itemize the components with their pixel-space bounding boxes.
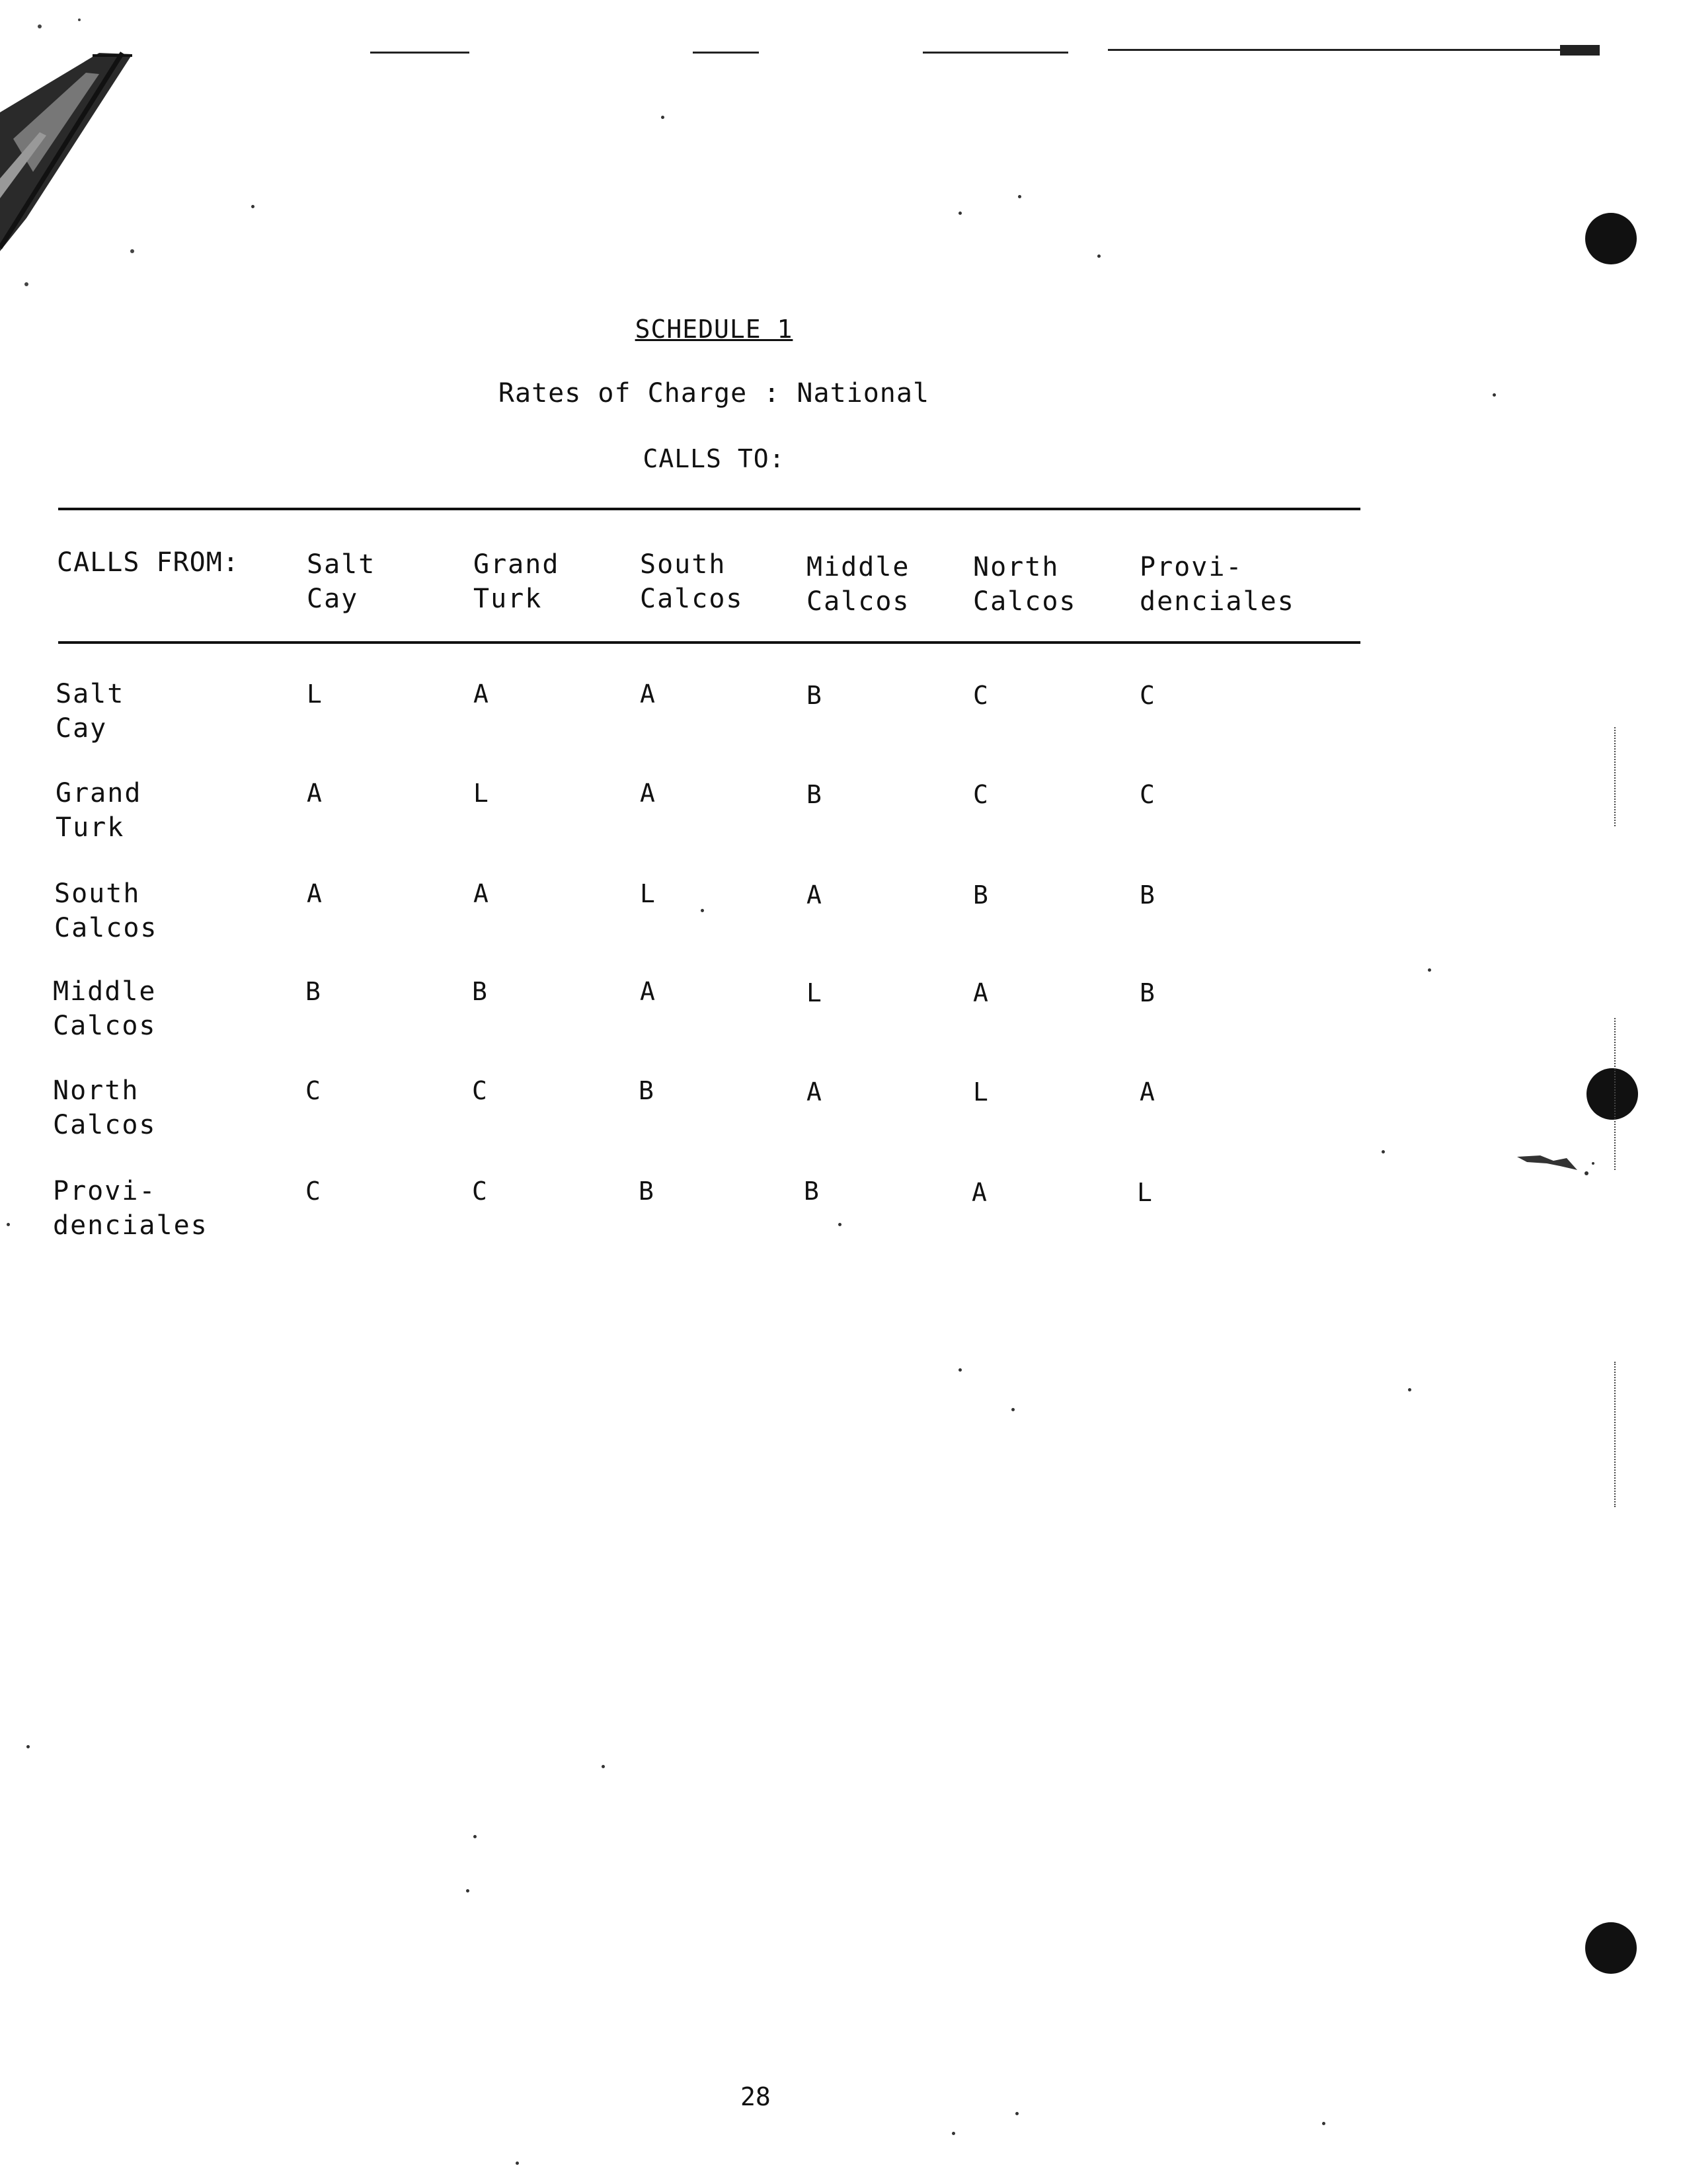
page-number: 28: [740, 2082, 771, 2111]
column-header-middle-calcos: Middle Calcos: [806, 552, 910, 617]
speck: [473, 1835, 477, 1838]
speck: [1408, 1388, 1411, 1391]
table-cell: A: [473, 680, 489, 709]
column-header-providenciales: Provi- denciales: [1140, 552, 1295, 617]
table-cell: C: [305, 1177, 321, 1206]
table-cell: L: [1137, 1178, 1152, 1207]
table-top-rule: [58, 508, 1360, 510]
table-cell: A: [307, 879, 322, 908]
schedule-title: SCHEDULE 1: [635, 315, 793, 344]
table-cell: A: [640, 680, 655, 709]
scan-artifact-line-3: [1614, 1362, 1616, 1507]
speck: [1322, 2122, 1325, 2125]
column-header-grand-turk: Grand Turk: [473, 549, 560, 614]
table-cell: A: [806, 880, 822, 910]
table-cell: C: [973, 780, 988, 809]
table-cell: C: [1140, 780, 1155, 809]
document-subtitle: Rates of Charge : National: [498, 378, 930, 409]
speck: [7, 1223, 10, 1226]
speck: [1382, 1150, 1385, 1153]
row-label-south-calcos: South Calcos: [54, 878, 158, 943]
punch-hole-top: [1585, 213, 1637, 264]
table-cell: A: [806, 1077, 822, 1107]
table-cell: L: [973, 1077, 988, 1107]
table-cell: B: [806, 681, 822, 710]
table-cell: A: [1140, 1077, 1155, 1107]
speck: [838, 1223, 842, 1226]
table-cell: A: [473, 879, 489, 908]
table-cell: B: [806, 780, 822, 809]
speck: [1018, 195, 1021, 198]
table-cell: B: [472, 977, 487, 1006]
table-cell: L: [806, 978, 822, 1007]
table-cell: B: [804, 1177, 819, 1206]
torn-corner-graphic: [0, 0, 172, 291]
table-cell: C: [973, 681, 988, 710]
speck: [661, 116, 664, 119]
speck: [1015, 2112, 1019, 2115]
speck: [602, 1765, 605, 1768]
row-label-grand-turk: Grand Turk: [56, 778, 142, 843]
top-rule-smudge: [1560, 45, 1600, 56]
column-header-south-calcos: South Calcos: [640, 549, 744, 614]
top-rule-3: [923, 52, 1068, 54]
row-label-providenciales: Provi- denciales: [53, 1176, 208, 1241]
top-rule-4: [1108, 49, 1590, 51]
scan-smudge-right: [1514, 1144, 1606, 1183]
speck: [1493, 393, 1496, 397]
table-cell: B: [973, 880, 988, 910]
table-cell: C: [1140, 681, 1155, 710]
punch-hole-bottom: [1585, 1922, 1637, 1974]
table-cell: B: [1140, 880, 1155, 910]
speck: [959, 212, 962, 215]
table-cell: L: [640, 879, 655, 908]
speck: [251, 205, 254, 208]
top-rule-1: [370, 52, 469, 54]
table-cell: A: [973, 978, 988, 1007]
speck: [959, 1368, 962, 1372]
calls-from-label: CALLS FROM:: [57, 547, 239, 578]
speck: [701, 909, 704, 912]
table-cell: A: [640, 977, 655, 1006]
table-cell: L: [473, 779, 489, 808]
row-label-north-calcos: North Calcos: [53, 1075, 157, 1140]
punch-hole-middle: [1586, 1068, 1638, 1120]
table-cell: C: [472, 1076, 487, 1105]
speck: [466, 1889, 469, 1892]
column-header-north-calcos: North Calcos: [973, 552, 1077, 617]
speck: [952, 2132, 955, 2135]
table-cell: C: [305, 1076, 321, 1105]
table-cell: B: [639, 1076, 654, 1105]
scan-artifact-line-2: [1614, 1018, 1616, 1170]
table-cell: A: [307, 779, 322, 808]
calls-to-label: CALLS TO:: [643, 444, 785, 473]
table-cell: A: [640, 779, 655, 808]
table-cell: C: [472, 1177, 487, 1206]
speck: [516, 2162, 519, 2165]
table-cell: B: [305, 977, 321, 1006]
table-cell: L: [307, 680, 322, 709]
table-cell: A: [972, 1178, 987, 1207]
speck: [1428, 968, 1431, 972]
column-header-salt-cay: Salt Cay: [307, 549, 376, 614]
speck: [26, 1745, 30, 1748]
top-rule-2: [693, 52, 759, 54]
table-cell: B: [1140, 978, 1155, 1007]
speck: [1097, 254, 1101, 258]
speck: [1011, 1408, 1015, 1411]
row-label-middle-calcos: Middle Calcos: [53, 976, 157, 1041]
table-header-rule: [58, 641, 1360, 644]
table-cell: B: [639, 1177, 654, 1206]
scan-artifact-line-1: [1614, 727, 1616, 826]
row-label-salt-cay: Salt Cay: [56, 679, 125, 744]
